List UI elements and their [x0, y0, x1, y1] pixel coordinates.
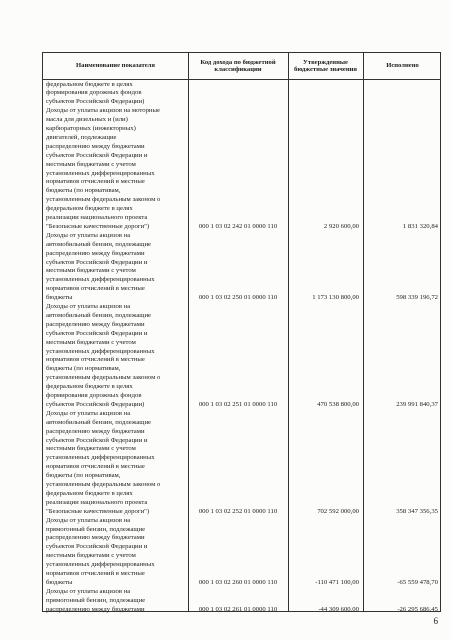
header-approved [288, 53, 363, 79]
description-line: субъектов Российской Федерации и [46, 543, 148, 551]
header-name [43, 53, 188, 79]
column-divider [363, 53, 364, 611]
description-line: местными бюджетами с учетом [46, 338, 136, 346]
description-line: прямогонный бензин, подлежащие [46, 525, 146, 533]
header-executed-label: Исполнено [386, 62, 419, 70]
code-cell: 000 1 03 02 260 01 0000 110 [198, 578, 278, 586]
code-cell: 000 1 03 02 242 01 0000 110 [198, 222, 278, 230]
description-line: установленным федеральным законом о [46, 481, 161, 488]
approved-value-cell: -44 309 600,00 [318, 605, 359, 613]
description-line: нормативов отчислений в местные [46, 463, 145, 471]
description-line: местными бюджетами с учетом [46, 552, 136, 560]
header-code-label: Код дохода по бюджетной классификации [200, 58, 276, 73]
description-line: нормативов отчислений в местные [46, 285, 145, 293]
description-line: местными бюджетами с учетом [46, 445, 136, 453]
approved-value-cell: 702 592 000,00 [317, 507, 359, 515]
description-line: реализации национального проекта [46, 498, 148, 506]
approved-value-cell: -110 471 100,00 [315, 578, 359, 586]
description-line: бюджеты [46, 294, 73, 302]
revenue-table [42, 52, 441, 612]
description-line: федеральном бюджете в целях [46, 205, 133, 213]
description-line: распределению между бюджетами [46, 427, 145, 435]
description-line: субъектов Российской Федерации) [46, 98, 145, 106]
approved-value-cell: 470 538 800,00 [317, 400, 359, 408]
description-line: распределению между бюджетами [46, 249, 145, 257]
description-line: установленных дифференцированных [46, 347, 155, 355]
description-line: установленных дифференцированных [46, 169, 155, 177]
description-line: установленным федеральным законом о [46, 374, 161, 382]
description-line: установленным федеральным законом о [46, 196, 161, 204]
header-executed [363, 53, 442, 79]
description-line: распределению между бюджетами [46, 534, 145, 542]
description-line: автомобильный бензин, подлежащие [46, 311, 152, 319]
description-line: субъектов Российской Федерации и [46, 329, 148, 337]
description-line: установленных дифференцированных [46, 454, 155, 462]
description-line: нормативов отчислений в местные [46, 178, 145, 186]
description-line: бюджеты (по нормативам, [46, 187, 121, 195]
description-line: прямогонный бензин, подлежащие [46, 596, 146, 604]
description-line: распределению между бюджетами [46, 605, 145, 613]
description-line: федеральном бюджете в целях [46, 383, 133, 391]
description-line: автомобильный бензин, подлежащие [46, 240, 152, 248]
description-line: автомобильный бензин, подлежащие [46, 418, 152, 426]
description-line: реализации национального проекта [46, 214, 148, 221]
description-line: распределению между бюджетами [46, 142, 145, 150]
description-line: Доходы от уплаты акцизов на [46, 409, 131, 417]
description-line: бюджеты (по нормативам, [46, 472, 121, 480]
description-line: федеральном бюджете в целях [46, 80, 133, 88]
description-line: Доходы от уплаты акцизов на [46, 516, 131, 524]
code-cell: 000 1 03 02 251 01 0000 110 [198, 400, 278, 408]
executed-value-cell: -65 559 478,70 [397, 578, 438, 586]
description-line: масла для дизельных и (или) [46, 116, 128, 124]
column-divider [288, 53, 289, 611]
description-line: Доходы от уплаты акцизов на [46, 587, 131, 595]
description-line: установленных дифференцированных [46, 276, 155, 284]
description-line: Доходы от уплаты акцизов на [46, 231, 131, 239]
description-line: местными бюджетами с учетом [46, 267, 136, 275]
approved-value-cell: 1 173 130 800,00 [312, 294, 359, 302]
description-line: Доходы от уплаты акцизов на моторные [46, 107, 160, 115]
header-name-label: Наименование показателя [76, 62, 155, 70]
code-cell: 000 1 03 02 250 01 0000 110 [198, 294, 278, 302]
description-line: установленных дифференцированных [46, 561, 155, 569]
description-line: федеральном бюджете в целях [46, 489, 133, 497]
code-cell: 000 1 03 02 261 01 0000 110 [198, 605, 278, 613]
column-divider [188, 53, 189, 611]
executed-value-cell: 1 831 320,84 [402, 222, 438, 230]
description-line: бюджеты (по нормативам, [46, 365, 121, 373]
description-line: формирования дорожных фондов [46, 89, 142, 97]
executed-value-cell: 598 339 196,72 [396, 294, 438, 302]
description-line: местными бюджетами с учетом [46, 160, 136, 168]
code-cell: 000 1 03 02 252 01 0000 110 [198, 507, 278, 515]
description-line: формирования дорожных фондов [46, 392, 142, 399]
description-line: субъектов Российской Федерации) [46, 400, 145, 408]
description-line: карбюраторных (инжекторных) [46, 125, 136, 132]
description-line: субъектов Российской Федерации и [46, 258, 148, 266]
description-line: нормативов отчислений в местные [46, 356, 145, 364]
description-line: "Безопасные качественные дороги") [46, 222, 150, 230]
page-number: 6 [433, 616, 438, 626]
executed-value-cell: 358 347 356,35 [396, 507, 438, 515]
description-line: бюджеты [46, 578, 73, 586]
description-line: "Безопасные качественные дороги") [46, 507, 150, 515]
description-line: двигателей, подлежащие [46, 133, 117, 141]
header-code [188, 53, 288, 79]
approved-value-cell: 2 920 600,00 [323, 222, 359, 230]
header-approved-label: Утвержденные бюджетные значения [294, 58, 357, 73]
description-line: нормативов отчислений в местные [46, 570, 145, 577]
description-line: распределению между бюджетами [46, 320, 145, 328]
description-line: Доходы от уплаты акцизов на [46, 303, 131, 310]
description-line: субъектов Российской Федерации и [46, 151, 148, 159]
executed-value-cell: -26 295 686,45 [397, 605, 438, 613]
description-line: субъектов Российской Федерации и [46, 436, 148, 444]
executed-value-cell: 239 991 840,37 [396, 400, 438, 408]
